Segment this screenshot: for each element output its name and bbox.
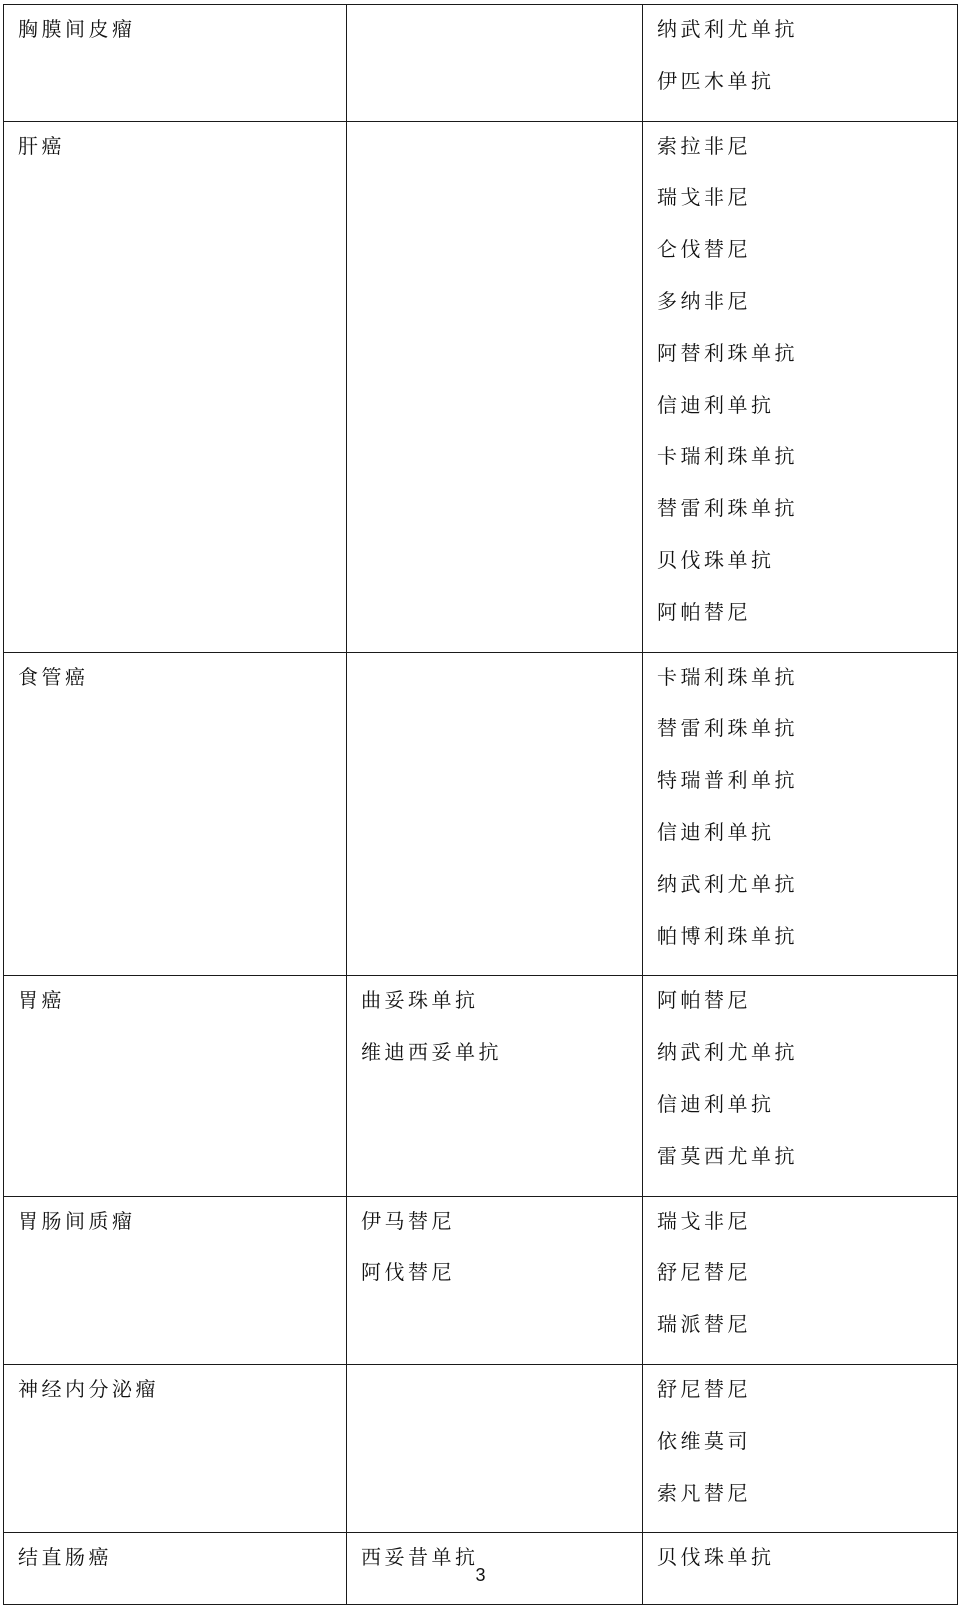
table-row [4, 121, 958, 652]
drug-name: 纳武利尤单抗 [657, 1040, 798, 1065]
drug-name: 维迪西妥单抗 [361, 1040, 502, 1065]
drug-name: 贝伐珠单抗 [657, 547, 775, 572]
drug-name: 瑞派替尼 [657, 1312, 751, 1337]
drug-name: 替雷利珠单抗 [657, 716, 798, 741]
drug-table [3, 4, 958, 1605]
drug-list [657, 17, 957, 121]
drug-name: 瑞戈非尼 [657, 185, 751, 210]
disease-cell [4, 652, 347, 976]
drug-cell-column-3 [643, 652, 958, 976]
drug-name: 西妥昔单抗 [361, 1545, 479, 1570]
drug-name: 索拉非尼 [657, 133, 751, 158]
drug-list [361, 988, 642, 1092]
disease-name: 结直肠癌 [18, 1545, 112, 1570]
drug-cell-column-3 [643, 1196, 958, 1364]
drug-name: 舒尼替尼 [657, 1260, 751, 1285]
disease-cell [4, 121, 347, 652]
drug-name: 信迪利单抗 [657, 392, 775, 417]
table-row [4, 976, 958, 1196]
drug-cell-column-3 [643, 976, 958, 1196]
drug-list [657, 134, 957, 652]
drug-list [361, 1209, 642, 1313]
page-number: 3 [475, 1565, 486, 1585]
drug-name: 曲妥珠单抗 [361, 988, 479, 1013]
drug-name: 舒尼替尼 [657, 1376, 751, 1401]
disease-cell [4, 5, 347, 122]
disease-name: 胸膜间皮瘤 [18, 17, 136, 41]
drug-name: 雷莫西尤单抗 [657, 1143, 798, 1168]
disease-name: 肝癌 [18, 133, 65, 158]
drug-list [657, 988, 957, 1195]
drug-list [657, 1377, 957, 1532]
drug-cell-column-2 [347, 652, 643, 976]
table-row [4, 5, 958, 122]
drug-name: 纳武利尤单抗 [657, 17, 798, 41]
drug-cell-column-3 [643, 121, 958, 652]
drug-name: 特瑞普利单抗 [657, 768, 798, 793]
drug-cell-column-2 [347, 5, 643, 122]
disease-cell [4, 976, 347, 1196]
drug-name: 阿伐替尼 [361, 1260, 455, 1285]
drug-name: 多纳非尼 [657, 288, 751, 313]
drug-name: 伊马替尼 [361, 1208, 455, 1233]
drug-name: 信迪利单抗 [657, 819, 775, 844]
drug-name: 卡瑞利珠单抗 [657, 664, 798, 689]
drug-name: 卡瑞利珠单抗 [657, 444, 798, 469]
drug-name: 依维莫司 [657, 1428, 751, 1453]
drug-name: 帕博利珠单抗 [657, 923, 798, 948]
drug-list [657, 665, 957, 976]
drug-name: 阿替利珠单抗 [657, 340, 798, 365]
drug-name: 伊匹木单抗 [657, 68, 775, 93]
drug-list [657, 1209, 957, 1364]
drug-name: 纳武利尤单抗 [657, 871, 798, 896]
drug-name: 瑞戈非尼 [657, 1208, 751, 1233]
drug-name: 贝伐珠单抗 [657, 1545, 775, 1570]
drug-cell-column-3 [643, 1364, 958, 1532]
disease-name: 胃癌 [18, 988, 65, 1013]
disease-cell [4, 1196, 347, 1364]
table-body [4, 5, 958, 1605]
table-row [4, 1196, 958, 1364]
drug-name: 阿帕替尼 [657, 988, 751, 1013]
drug-cell-column-2 [347, 976, 643, 1196]
disease-name: 神经内分泌瘤 [18, 1376, 159, 1401]
drug-name: 索凡替尼 [657, 1480, 751, 1505]
drug-cell-column-2 [347, 1364, 643, 1532]
table-row [4, 652, 958, 976]
disease-cell [4, 1364, 347, 1532]
drug-cell-column-2 [347, 121, 643, 652]
drug-name: 阿帕替尼 [657, 599, 751, 624]
drug-name: 仑伐替尼 [657, 237, 751, 262]
drug-name: 信迪利单抗 [657, 1091, 775, 1116]
disease-name: 胃肠间质瘤 [18, 1208, 136, 1233]
disease-name: 食管癌 [18, 664, 89, 689]
drug-cell-column-2 [347, 1196, 643, 1364]
drug-name: 替雷利珠单抗 [657, 496, 798, 521]
drug-cell-column-3 [643, 5, 958, 122]
table-row [4, 1364, 958, 1532]
